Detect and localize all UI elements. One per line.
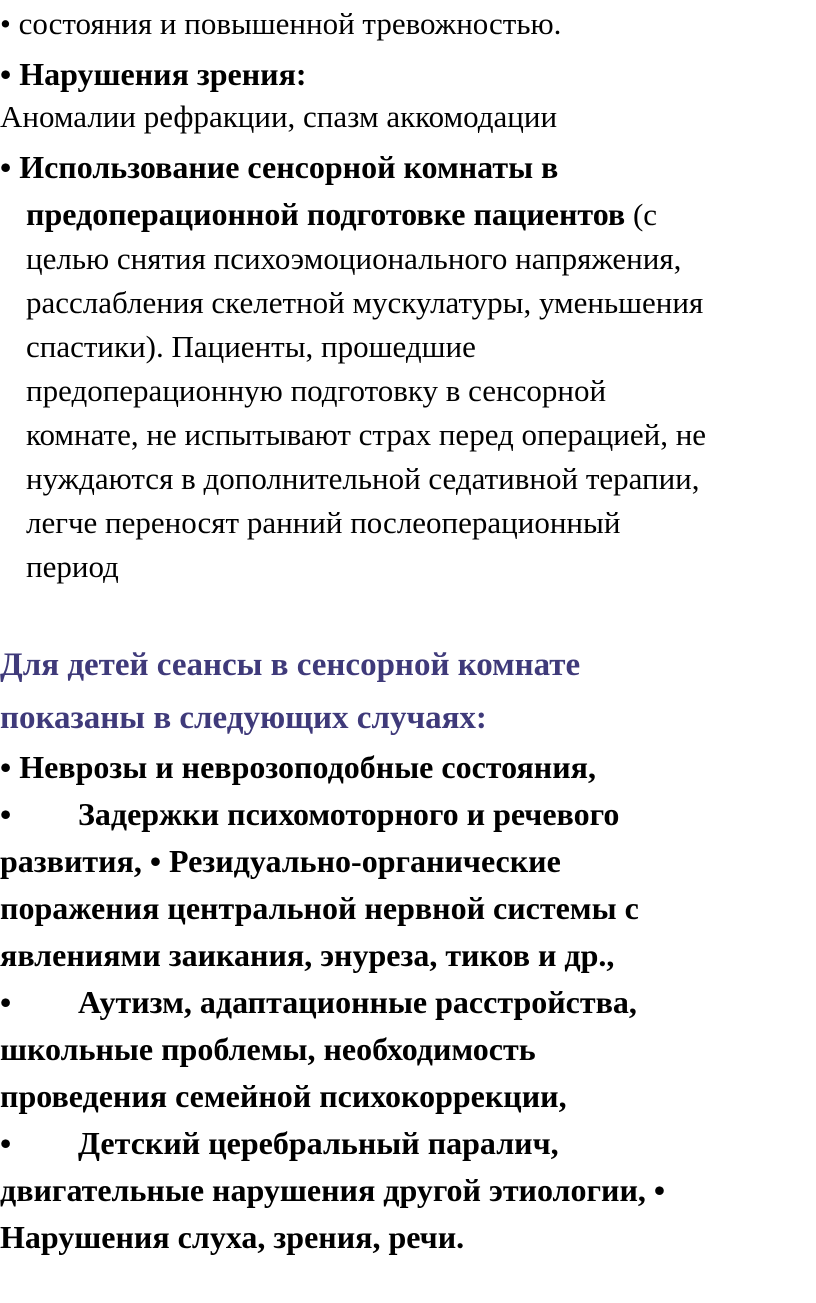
list-item: Нарушения слуха, зрения, речи.	[0, 1219, 465, 1255]
list-item	[0, 798, 619, 830]
text-line: спастики). Пациенты, прошедшие	[26, 329, 476, 364]
list-item	[0, 1127, 559, 1159]
text-line-mixed	[26, 198, 657, 230]
text-line: расслабления скелетной мускулатуры, уменьшения	[26, 285, 704, 320]
bullet-heading-sensory-room: • Использование сенсорной комнаты в	[0, 149, 559, 185]
bullet-heading-vision: • Нарушения зрения:	[0, 56, 307, 92]
text-line: предоперационную подготовку в сенсорной	[26, 373, 607, 408]
bullet: •	[0, 796, 12, 832]
list-item: двигательные нарушения другой этиологии, •	[0, 1172, 666, 1208]
list-item: проведения семейной психокоррекции,	[0, 1078, 567, 1114]
section-heading: Для детей сеансы в сенсорной комнате	[0, 647, 581, 683]
list-item: развития, • Резидуально-органические	[0, 843, 561, 879]
list-item	[0, 986, 637, 1018]
list-item: школьные проблемы, необходимость	[0, 1031, 536, 1067]
list-item: поражения центральной нервной системы с	[0, 890, 639, 926]
bullet: •	[0, 984, 12, 1020]
bold-text: предоперационной подготовке пациентов	[26, 196, 626, 232]
regular-text: (с	[625, 197, 658, 232]
list-item: явлениями заикания, энуреза, тиков и др.,	[0, 937, 615, 973]
text-line: легче переносят ранний послеоперационный	[26, 505, 621, 540]
text-line: комнате, не испытывают страх перед операцией, не	[26, 417, 707, 452]
list-item-text: Аутизм, адаптационные расстройства,	[78, 984, 637, 1020]
section-heading: показаны в следующих случаях:	[0, 700, 487, 736]
text-line: целью снятия психоэмоционального напряжения,	[26, 241, 682, 276]
text-line: период	[26, 549, 119, 584]
list-item-text: Детский церебральный паралич,	[78, 1125, 559, 1161]
bullet: •	[0, 1125, 12, 1161]
text-line: нуждаются в дополнительной седативной терапии,	[26, 461, 700, 496]
list-item: • Неврозы и неврозоподобные состояния,	[0, 749, 596, 785]
list-item-text: Задержки психомоторного и речевого	[78, 796, 620, 832]
text-line: • состояния и повышенной тревожностью.	[0, 6, 562, 41]
text-line: Аномалии рефракции, спазм аккомодации	[0, 99, 558, 134]
